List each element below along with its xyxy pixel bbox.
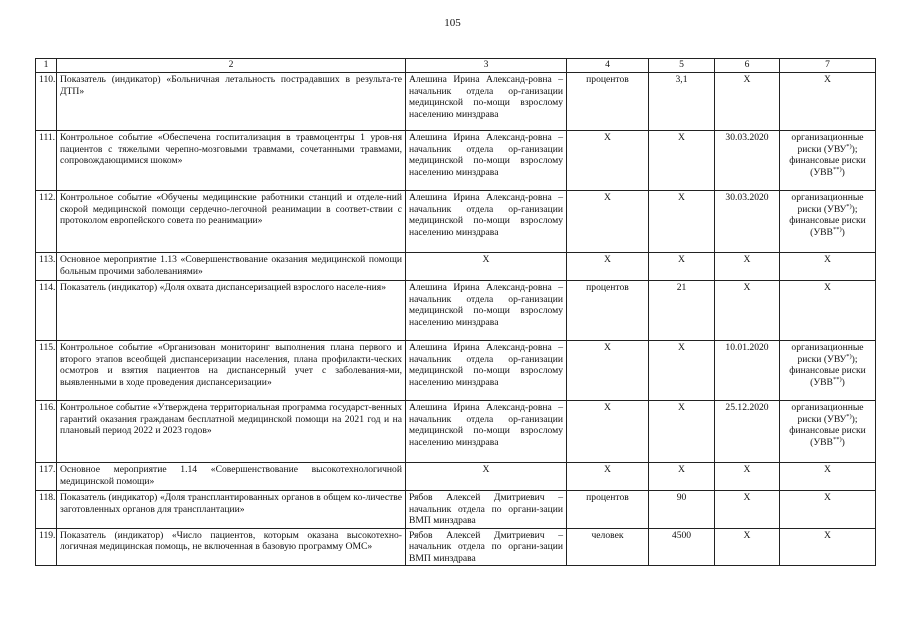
risk-text: организационные (791, 192, 864, 203)
table-row (36, 281, 876, 341)
table-row (36, 341, 876, 401)
row-risks: X (780, 463, 876, 491)
table-row (36, 491, 876, 529)
row-risks: X (780, 253, 876, 281)
risk-text: организационные (791, 132, 864, 143)
risk-text: ); (851, 353, 858, 365)
row-responsible: X (406, 253, 567, 281)
row-responsible: Алешина Ирина Александ-ровна – начальник отдела ор-ганизации медицинской по-мощи взрослому населению минздрава (406, 73, 567, 131)
row-number: 119. (36, 528, 57, 566)
header-row (36, 59, 876, 73)
row-number: 115. (36, 341, 57, 401)
risk-text: риски (УВУ (797, 203, 847, 215)
column-header: 1 (36, 59, 57, 73)
row-value: X (649, 401, 715, 463)
risk-text: финансовые риски (789, 215, 866, 226)
row-date: X (715, 528, 780, 566)
table-row (36, 463, 876, 491)
risk-footnote-mark: **) (832, 165, 842, 173)
table-row (36, 131, 876, 191)
risk-footnote-mark: *) (846, 202, 852, 210)
row-risks: X (780, 73, 876, 131)
row-date: X (715, 281, 780, 341)
row-date: 10.01.2020 (715, 341, 780, 401)
row-name: Контрольное событие «Организован мониторинг выполнения плана первого и второго этапов всеобщей диспансеризации населения, плана профилакти-ческих осмотров и взятия пациентов на диспансерный учет с заболевания-ми, выявленными в ходе проведения диспансеризации» (57, 341, 406, 401)
row-value: X (649, 341, 715, 401)
row-unit: X (567, 253, 649, 281)
row-risks: X (780, 491, 876, 529)
row-date: 30.03.2020 (715, 131, 780, 191)
row-risks (780, 341, 876, 401)
row-unit: человек (567, 528, 649, 566)
row-date: X (715, 463, 780, 491)
row-risks: X (780, 281, 876, 341)
risk-text: ) (841, 166, 845, 178)
row-number: 114. (36, 281, 57, 341)
row-value: 3,1 (649, 73, 715, 131)
row-date: X (715, 73, 780, 131)
column-header: 2 (57, 59, 406, 73)
table-row (36, 73, 876, 131)
row-risks (780, 191, 876, 253)
row-unit: процентов (567, 281, 649, 341)
column-header: 6 (715, 59, 780, 73)
row-date: 30.03.2020 (715, 191, 780, 253)
row-number: 116. (36, 401, 57, 463)
table-body (36, 73, 876, 566)
row-responsible: X (406, 463, 567, 491)
risk-text: ); (851, 413, 858, 425)
risk-text: ) (841, 436, 845, 448)
row-number: 118. (36, 491, 57, 529)
row-number: 110. (36, 73, 57, 131)
row-number: 113. (36, 253, 57, 281)
risk-text: финансовые риски (789, 425, 866, 436)
row-value: X (649, 191, 715, 253)
column-header: 3 (406, 59, 567, 73)
plan-table (35, 58, 876, 566)
risk-footnote-mark: *) (846, 352, 852, 360)
table-row (36, 528, 876, 566)
column-header: 5 (649, 59, 715, 73)
risk-text: финансовые риски (789, 155, 866, 166)
row-responsible: Рябов Алексей Дмитриевич – начальник отдела по органи-зации ВМП минздрава (406, 491, 567, 529)
row-number: 112. (36, 191, 57, 253)
row-value: 21 (649, 281, 715, 341)
risk-footnote-mark: *) (846, 142, 852, 150)
column-header: 7 (780, 59, 876, 73)
risk-text: риски (УВУ (797, 353, 847, 365)
row-value: X (649, 463, 715, 491)
row-responsible: Рябов Алексей Дмитриевич – начальник отдела по органи-зации ВМП минздрава (406, 528, 567, 566)
page-number: 105 (444, 17, 461, 29)
row-value: 90 (649, 491, 715, 529)
row-name: Контрольное событие «Обучены медицинские работники станций и отделе-ний скорой медицинской помощи сердечно-легочной реанимации в соответ-ствии с протоколом европейского совета по реанимации» (57, 191, 406, 253)
risk-text: ); (851, 203, 858, 215)
row-name: Основное мероприятие 1.14 «Совершенствование высокотехнологичной медицинской помощи» (57, 463, 406, 491)
row-value: X (649, 253, 715, 281)
risk-text: риски (УВУ (797, 413, 847, 425)
row-date: X (715, 491, 780, 529)
row-name: Показатель (индикатор) «Доля охвата диспансеризацией взрослого населе-ния» (57, 281, 406, 341)
row-value: 4500 (649, 528, 715, 566)
column-header: 4 (567, 59, 649, 73)
table-row (36, 401, 876, 463)
risk-text: финансовые риски (789, 365, 866, 376)
row-date: 25.12.2020 (715, 401, 780, 463)
row-unit: процентов (567, 73, 649, 131)
row-unit: X (567, 401, 649, 463)
row-unit: X (567, 463, 649, 491)
row-risks: X (780, 528, 876, 566)
risk-text: организационные (791, 342, 864, 353)
row-responsible: Алешина Ирина Александ-ровна – начальник отдела ор-ганизации медицинской по-мощи взрослому населению минздрава (406, 281, 567, 341)
row-number: 111. (36, 131, 57, 191)
risk-footnote-mark: *) (846, 412, 852, 420)
risk-text: организационные (791, 402, 864, 413)
row-responsible: Алешина Ирина Александ-ровна – начальник отдела ор-ганизации медицинской по-мощи взрослому населению минздрава (406, 341, 567, 401)
row-name: Показатель (индикатор) «Число пациентов, которым оказана высокотехно-логичная медицинская помощь, не включенная в базовую программу ОМС» (57, 528, 406, 566)
risk-text: (УВВ (810, 376, 833, 388)
row-date: X (715, 253, 780, 281)
row-unit: X (567, 131, 649, 191)
row-value: X (649, 131, 715, 191)
row-number: 117. (36, 463, 57, 491)
risk-footnote-mark: **) (832, 375, 842, 383)
row-responsible: Алешина Ирина Александ-ровна – начальник отдела ор-ганизации медицинской по-мощи взрослому населению минздрава (406, 131, 567, 191)
table-row (36, 191, 876, 253)
risk-text: ); (851, 143, 858, 155)
row-risks (780, 131, 876, 191)
row-unit: X (567, 191, 649, 253)
risk-text: ) (841, 376, 845, 388)
risk-footnote-mark: **) (832, 435, 842, 443)
row-name: Основное мероприятие 1.13 «Совершенствование оказания медицинской помощи больным прочими заболеваниями» (57, 253, 406, 281)
row-unit: X (567, 341, 649, 401)
row-name: Контрольное событие «Обеспечена госпитализация в травмоцентры 1 уров-ня пациентов с тяжелыми черепно-мозговыми травмами, сочетанными травмами, сопровождающимися шоком» (57, 131, 406, 191)
risk-text: (УВВ (810, 226, 833, 238)
row-unit: процентов (567, 491, 649, 529)
risk-text: (УВВ (810, 436, 833, 448)
row-responsible: Алешина Ирина Александ-ровна – начальник отдела ор-ганизации медицинской по-мощи взрослому населению минздрава (406, 191, 567, 253)
table-row (36, 253, 876, 281)
row-name: Показатель (индикатор) «Доля трансплантированных органов в общем ко-личестве заготовленных органов для трансплантации» (57, 491, 406, 529)
risk-text: риски (УВУ (797, 143, 847, 155)
risk-footnote-mark: **) (832, 225, 842, 233)
risk-text: ) (841, 226, 845, 238)
row-responsible: Алешина Ирина Александ-ровна – начальник отдела ор-ганизации медицинской по-мощи взрослому населению минздрава (406, 401, 567, 463)
row-risks (780, 401, 876, 463)
row-name: Показатель (индикатор) «Больничная летальность пострадавших в результа-те ДТП» (57, 73, 406, 131)
risk-text: (УВВ (810, 166, 833, 178)
row-name: Контрольное событие «Утверждена территориальная программа государст-венных гарантий оказания гражданам бесплатной медицинской помощи на 2021 год и на плановый период 2022 и 2023 годов» (57, 401, 406, 463)
